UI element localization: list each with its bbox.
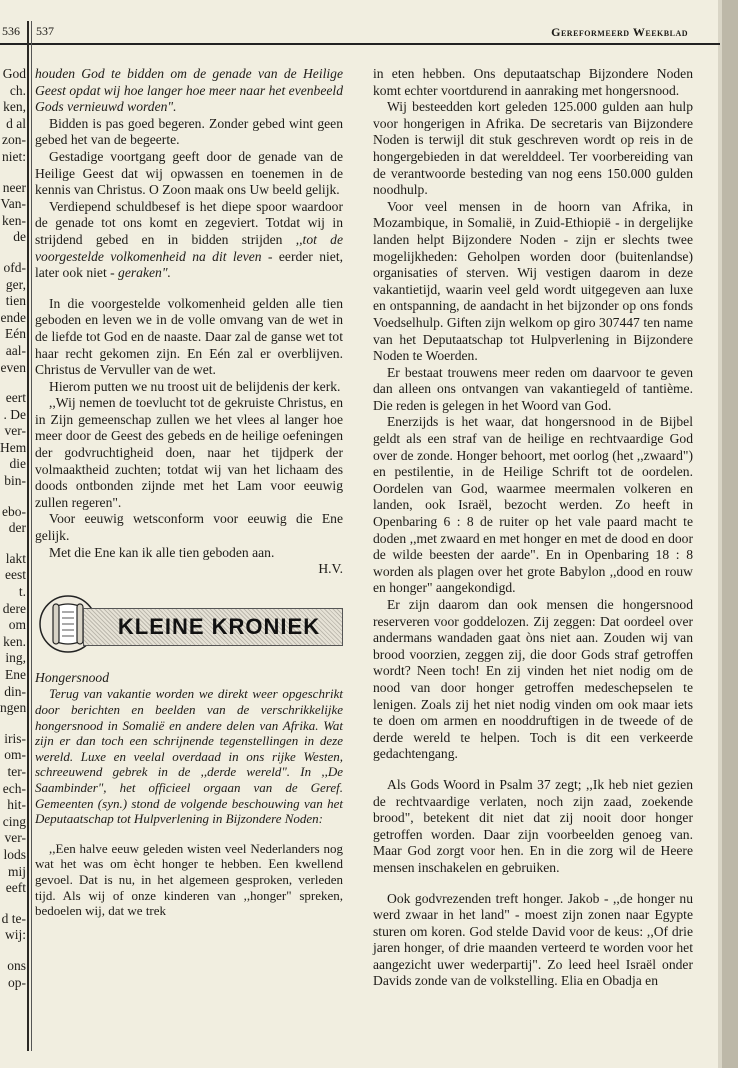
fragment-line xyxy=(0,537,26,551)
gutter-rule xyxy=(27,21,29,1051)
fragment-line: lods xyxy=(3,846,26,862)
fragment-line: t. xyxy=(18,584,26,600)
fragment-line xyxy=(0,376,26,390)
paragraph-intro: Terug van vakantie worden we direkt weer opgeschrikt door berichten en beelden van de verschrikkelijke hongersnood in Somalië en andere delen van Afrika. Wat zijn er dan toch een schrijnende tegenstellingen in deze wereld. Luxe en veelal overdaad in ons rijke Westen, schreeuwend gebrek in de ,,derde wereld". In ,,De Saambinder", het officieel orgaan van de Geref. Gemeenten (syn.) stond de volgende beschouwing van het Deputaatschap tot Hulpverlening in Bijzondere Noden: xyxy=(35,686,343,827)
fragment-line xyxy=(0,717,26,731)
paragraph xyxy=(35,199,343,282)
fragment-line: hit- xyxy=(7,797,26,813)
previous-page-fragment-column xyxy=(0,66,26,991)
fragment-line: ken, xyxy=(3,99,26,115)
fragment-line: ter- xyxy=(7,763,26,779)
fragment-line: God xyxy=(2,66,26,81)
fragment-line: neer xyxy=(2,179,26,195)
paragraph-quote: ,,Een halve eeuw geleden wisten veel Nederlanders nog wat het was om ècht honger te hebben. Een kwellend gevoel. Dat is nu, in het algemeen gesproken, verleden tijd. Als wij of onze kinderen van ,,honger" spreken, bedoelen wij, dat we trek xyxy=(35,840,343,919)
paragraph: Hierom putten we nu troost uit de belijdenis der kerk. xyxy=(49,378,341,394)
fragment-line xyxy=(0,897,26,911)
fragment-line: ger, xyxy=(5,276,26,292)
paragraph: Ook godvrezenden treft honger. Jakob - ,,de honger nu werd zwaar in het land" - moest zijn zonen naar Egypte sturen om koren. God stelde David voor de keus: ,,Of drie jaren honger, of drie maanden verteerd te worden voor het aangezicht uwer wederpartij". Zo leed heel Israël onder Davids zonde van de volkstelling. Elia en Obadja en xyxy=(373,890,693,989)
fragment-line: eeft xyxy=(5,880,26,896)
paragraph: Voor eeuwig wetsconform voor eeuwig die Ene gelijk. xyxy=(35,511,343,544)
fragment-line xyxy=(0,166,26,180)
fragment-line: eert xyxy=(5,390,26,406)
fragment-line: d al xyxy=(6,115,26,131)
fragment-line: lakt xyxy=(5,550,26,566)
page-edge xyxy=(722,0,738,1068)
fragment-line: de xyxy=(13,229,26,245)
paragraph: Als Gods Woord in Psalm 37 zegt; ,,Ik heb niet gezien de rechtvaardige verlaten, noch zijn zaad, zoekende brood", betekent dit niet dat zij nooit door honger getroffen worden. Daar zijn voorbeelden genoeg van. Maar God zorgt voor hen. En in die zorg wil de Heere mensen inschakelen en gebruiken. xyxy=(373,776,693,875)
fragment-line: Hem xyxy=(0,439,26,455)
paragraph: Er bestaat trouwens meer reden om daarvoor te geven dan alleen ons ontvangen van vakantiegeld of tantième. Die reden is gelegen in het Woord van God. xyxy=(373,364,693,413)
fragment-line: der xyxy=(8,520,26,536)
section-banner xyxy=(35,592,343,662)
fragment-line: ofd- xyxy=(3,259,26,275)
text-run: Verdiepend schuldbesef is het diepe spoor waardoor de genade tot ons komt en zegeviert. Totdat wij in strijdend gebed en in bidden strijden xyxy=(35,198,343,247)
fragment-line: Van- xyxy=(0,196,26,212)
article-column-right xyxy=(373,66,693,990)
fragment-line: ken. xyxy=(3,633,26,649)
paragraph: Gestadige voortgang geeft door de genade van de Heilige Geest dat wij opwassen en toenemen in de kennis van Christus. O Zoon maak ons Uw beeld gelijk. xyxy=(35,148,343,198)
fragment-line: ver- xyxy=(4,830,26,846)
fragment-line: tien xyxy=(5,293,26,309)
fragment-line: aal- xyxy=(5,342,26,358)
header-rule xyxy=(0,43,720,45)
fragment-line: Ene xyxy=(5,667,26,682)
paragraph: In die voorgestelde volkomenheid gelden alle tien geboden en leven we in de volle omvang van de wet in de liefde tot God en de naaste. Daar zal de ganse wet tot haar recht gekomen zijn. En Eén zal er overblijven. Christus de Vervuller van de wet. xyxy=(35,295,343,378)
signature: H.V. xyxy=(318,561,343,577)
paragraph: Met die Ene kan ik alle tien geboden aan. xyxy=(49,544,275,560)
fragment-line: zon- xyxy=(2,132,26,148)
fragment-line: ch. xyxy=(9,82,26,98)
fragment-line: Eén xyxy=(5,326,26,342)
paragraph: Enerzijds is het waar, dat hongersnood in de Bijbel geldt als een straf van de heilige en rechtvaardige God over de zonde. Honger behoort, met oorlog (het ,,zwaard") en pestilentie, in de Heilige Schrift tot de oordelen. Oordelen van God, waarmee meermalen volkeren en landen, ook Israël, bezocht werden. Zo heeft in Openbaring 6 : 8 de ruiter op het vale paard macht te doden ,,met zwaard en met honger en met de dood en door de wilde beesten der aarde". En in Openbaring 18 : 8 worden als plagen over het grote Babylon ,,dood en rouw en honger" aangekondigd. xyxy=(373,414,693,596)
subheading: Hongersnood xyxy=(35,669,110,685)
fragment-line: ing, xyxy=(5,650,26,666)
paragraph: houden God te bidden om de genade van de Heilige Geest opdat wij hoe langer hoe meer naar het evenbeeld Gods vernieuwd worden". xyxy=(35,66,343,115)
section-title: KLEINE KRONIEK xyxy=(117,613,321,639)
text-run: - eerder niet, later ook niet - xyxy=(35,248,343,281)
fragment-line: ken- xyxy=(2,212,26,228)
paragraph: Er zijn daarom dan ook mensen die hongersnood reserveren voor goddelozen. Zij zeggen: Dat oordeel over andermans wandaden gaat òns niet aan. Zouden wij van brood voorzien, zeggen zij, die door Gods straf getroffen wordt? Neen toch! En zij vinden het niet nodig om de nood van door honger getroffen medeschepselen te lenigen. Zoals zij het niet nodig vinden om ook maar iets te doen om armen en nooddruftigen in de tweede of de derde wereld te helpen. Toch is dit een verkeerde gedachtengang. xyxy=(373,597,693,762)
publication-title: Gereformeerd Weekblad xyxy=(551,25,688,39)
fragment-line: die xyxy=(9,456,26,472)
fragment-line: ech- xyxy=(2,780,26,796)
fragment-line: ngen xyxy=(0,700,26,716)
paragraph: Wij besteedden kort geleden 125.000 gulden aan hulp voor hongerigen in Afrika. De secretaris van Bijzondere Noden is terwijl dit stuk geschreven wordt op reis in de hongergebieden in dat werelddeel. Ter voorbereiding van de verantwoorde besteding van nog eens 150.000 gulden noodhulp. xyxy=(373,99,693,198)
fragment-line: om xyxy=(8,617,26,633)
quote-run: geraken". xyxy=(118,265,171,281)
fragment-line: bin- xyxy=(4,473,26,489)
fragment-line: ver- xyxy=(4,423,26,439)
running-header xyxy=(0,21,718,43)
fragment-line: din- xyxy=(4,683,26,699)
fragment-line: cing xyxy=(2,813,26,829)
fragment-line xyxy=(0,490,26,504)
fragment-line: niet: xyxy=(2,148,26,164)
article-column-left xyxy=(35,66,343,919)
paragraph: Bidden is pas goed begeren. Zonder gebed wint geen gebed het van de begeerte. xyxy=(35,115,343,148)
fragment-line: ebo- xyxy=(2,503,26,519)
left-page-number: 536 xyxy=(2,24,20,38)
fragment-line: even xyxy=(0,359,26,375)
fragment-line: . De xyxy=(3,406,26,422)
paragraph: in eten hebben. Ons deputaatschap Bijzondere Noden komt echter voortdurend in aanraking met hongersnood. xyxy=(373,66,693,98)
fragment-line: dere xyxy=(2,600,26,616)
gutter-rule-thin xyxy=(31,21,32,1051)
quote-run: ,,tot de voorgestelde volkomenheid na dit leven xyxy=(35,231,343,264)
fragment-line: ons xyxy=(7,957,26,973)
fragment-line xyxy=(0,246,26,260)
fragment-line: d te- xyxy=(1,910,26,926)
fragment-line: iris- xyxy=(4,730,26,746)
fragment-line xyxy=(0,944,26,958)
fragment-line: op- xyxy=(8,974,26,990)
fragment-line: wij: xyxy=(4,927,26,943)
fragment-line: ende xyxy=(0,309,26,325)
paragraph: Voor veel mensen in de hoorn van Afrika, in Mozambique, in Somalië, in Zuid-Ethiopië - in dergelijke landen helpt Bijzondere Noden - zijn er slechts twee mogelijkheden: Geholpen worden door (buitenlandse) organisaties of sterven. Wij vestigen daarom in deze vakantietijd, waarin veel geld wordt uitgegeven aan luxe en ontspanning, de aandacht in het bijzonder op ons fonds Voedselhulp. Giften zijn welkom op giro 307447 ten name van het Deputaatschap tot Hulpverlening in Bijzondere Noden te Woerden. xyxy=(373,198,693,364)
right-page-number: 537 xyxy=(36,24,54,38)
fragment-line: eest xyxy=(5,567,26,583)
fragment-line: mij xyxy=(7,863,26,879)
paragraph: ,,Wij nemen de toevlucht tot de gekruiste Christus, en in Zijn gemeenschap zullen we het vlees al langer hoe meer door de Geest des gebeds en de heilige oefeningen der godvruchtigheid doen, naar het tijdperk der volmaaktheid zuchten; totdat wij van het lichaam des doods ontbonden zijnde met het Lam voor eeuwig zullen regeren". xyxy=(35,395,343,510)
fragment-line: om- xyxy=(4,747,26,763)
